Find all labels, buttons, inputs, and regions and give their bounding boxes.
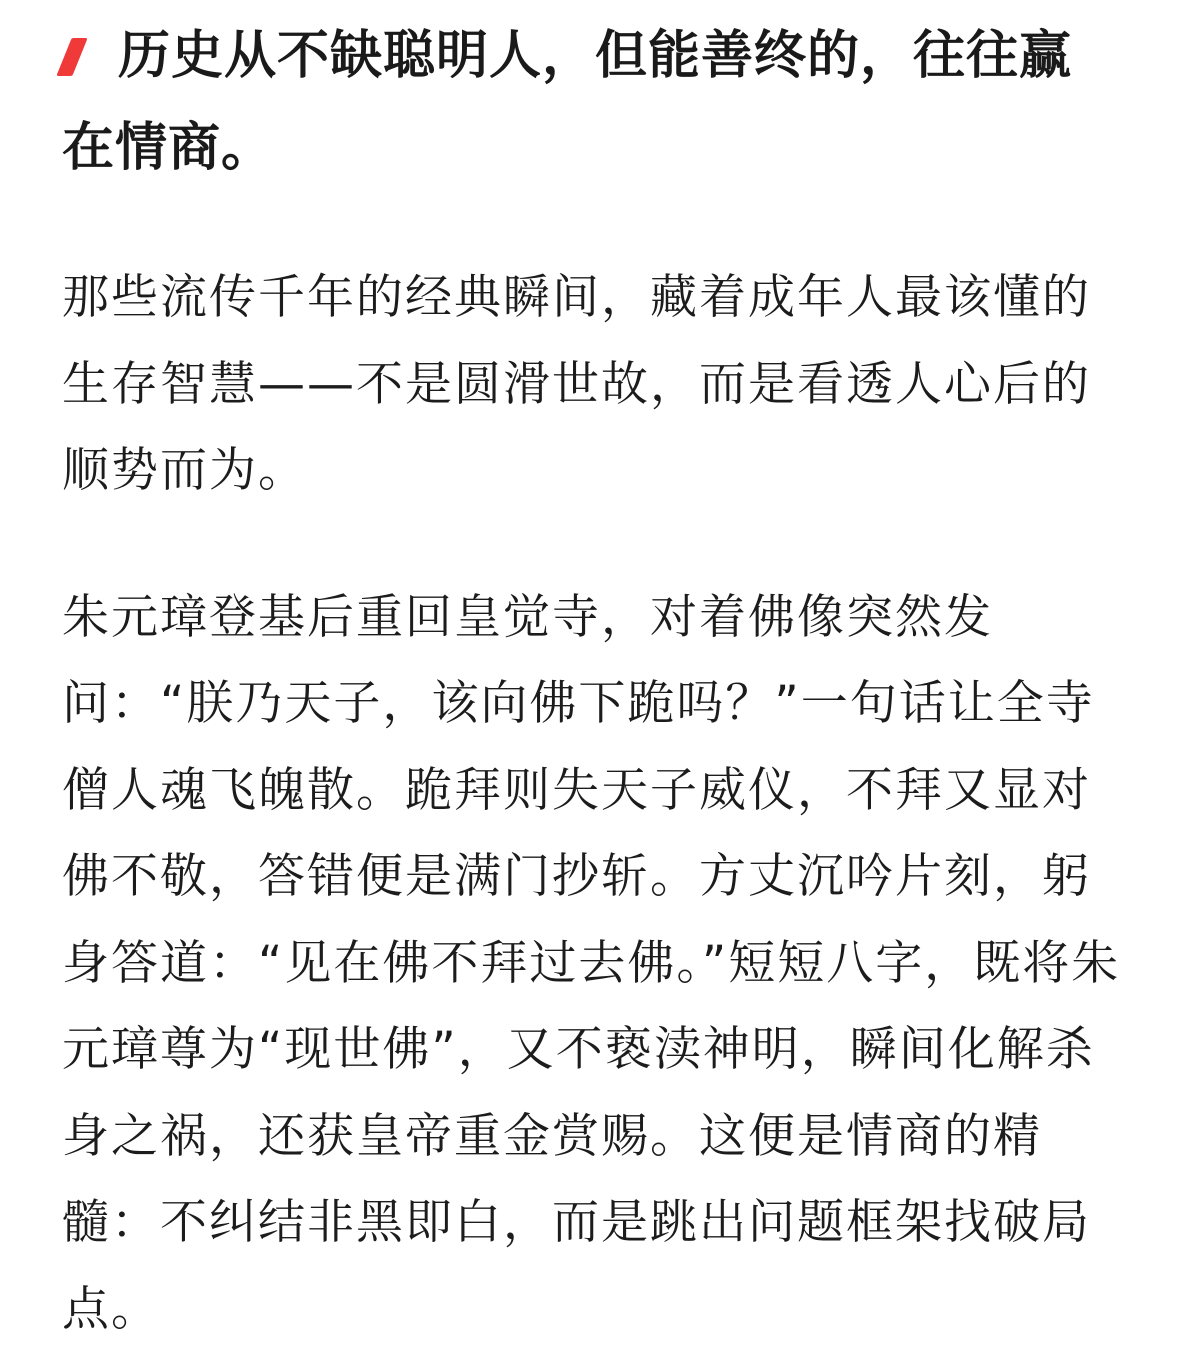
paragraph-story: 朱元璋登基后重回皇觉寺，对着佛像突然发问：“朕乃天子，该向佛下跪吗？”一句话让全寺僧人魂飞魄散。跪拜则失天子威仪，不拜又显对佛不敬，答错便是满门抄斩。方丈沉吟片刻，躬身答道：“见在佛不拜过去佛。”短短八字，既将朱元璋尊为“现世佛”，又不亵渎神明，瞬间化解杀身之祸，还获皇帝重金赏赐。这便是情商的精髓：不纠结非黑即白，而是跳出问题框架找破局点。	[62, 589, 1121, 1337]
section-heading-text: 历史从不缺聪明人，但能善终的，往往赢在情商。	[62, 26, 1073, 178]
paragraph-intro: 那些流传千年的经典瞬间，藏着成年人最该懂的生存智慧——不是圆滑世故，而是看透人心后的顺势而为。	[62, 270, 1091, 498]
section-heading	[62, 10, 1122, 194]
article-body	[62, 10, 1122, 1353]
accent-slash-icon	[56, 38, 87, 76]
